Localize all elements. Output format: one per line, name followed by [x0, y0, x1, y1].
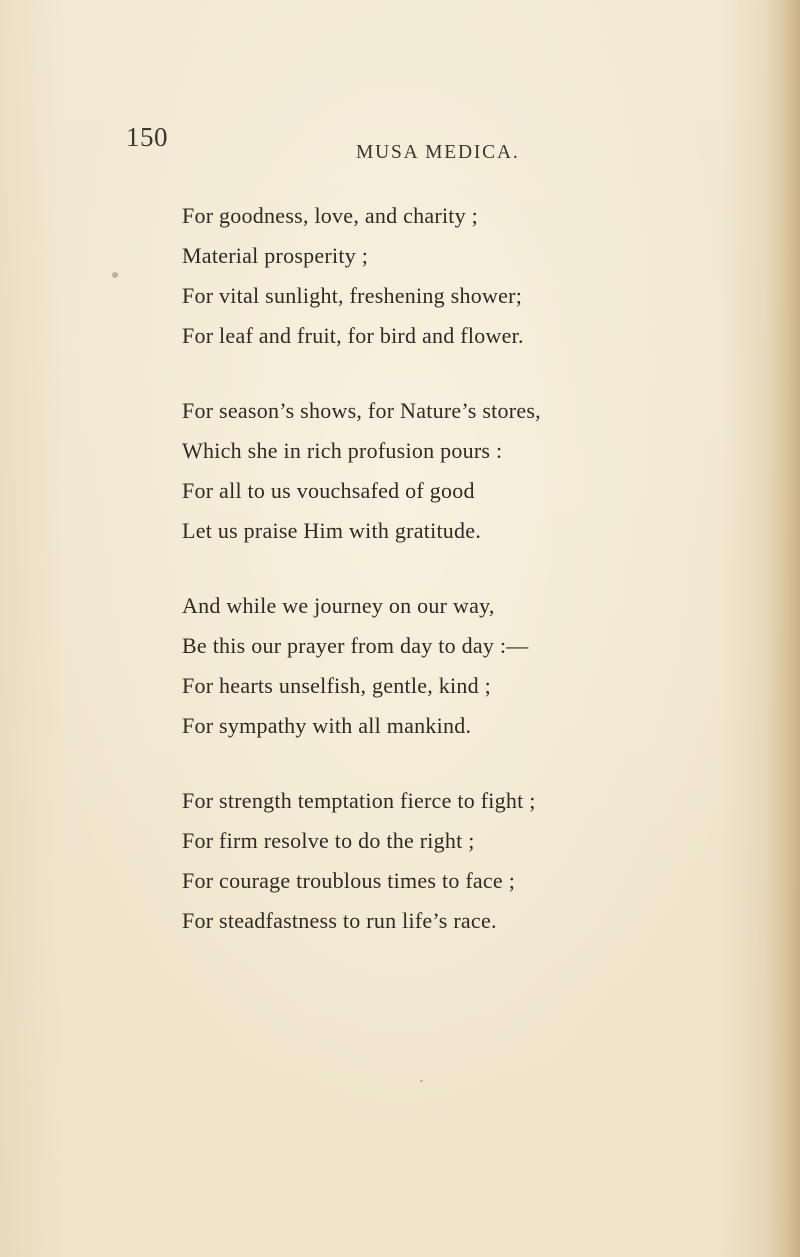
paper-speck [420, 1080, 423, 1082]
poem-line: For goodness, love, and charity ; [182, 203, 479, 228]
paper-speck [463, 602, 466, 605]
poem-line: Material prosperity ; [182, 243, 369, 268]
poem-line: And while we journey on our way, [182, 593, 495, 618]
poem-line: For sympathy with all mankind. [182, 713, 472, 738]
poem-line: For firm resolve to do the right ; [182, 828, 475, 853]
poem-line: For season’s shows, for Nature’s stores, [182, 398, 541, 423]
poem-line: For strength temptation fierce to fight ; [182, 788, 536, 813]
poem-line: Which she in rich profusion pours : [182, 438, 503, 463]
poem-line: For hearts unselfish, gentle, kind ; [182, 673, 492, 698]
running-head: MUSA MEDICA. [356, 142, 520, 163]
poem-line: For vital sunlight, freshening shower; [182, 283, 523, 308]
page-number: 150 [126, 122, 168, 152]
stanza-2 [182, 391, 742, 551]
poem-line: Be this our prayer from day to day :— [182, 633, 529, 658]
poem-line: For steadfastness to run life’s race. [182, 908, 497, 933]
poem-line: For courage troublous times to face ; [182, 868, 516, 893]
stanza-3 [182, 586, 742, 746]
stanza-1 [182, 196, 742, 356]
stanza-4 [182, 781, 742, 941]
poem-line: Let us praise Him with gratitude. [182, 518, 482, 543]
poem [182, 196, 742, 976]
poem-line: For all to us vouchsafed of good [182, 478, 475, 503]
poem-line: For leaf and fruit, for bird and flower. [182, 323, 524, 348]
paper-speck [112, 272, 118, 278]
page-edge-shadow [766, 0, 800, 1257]
